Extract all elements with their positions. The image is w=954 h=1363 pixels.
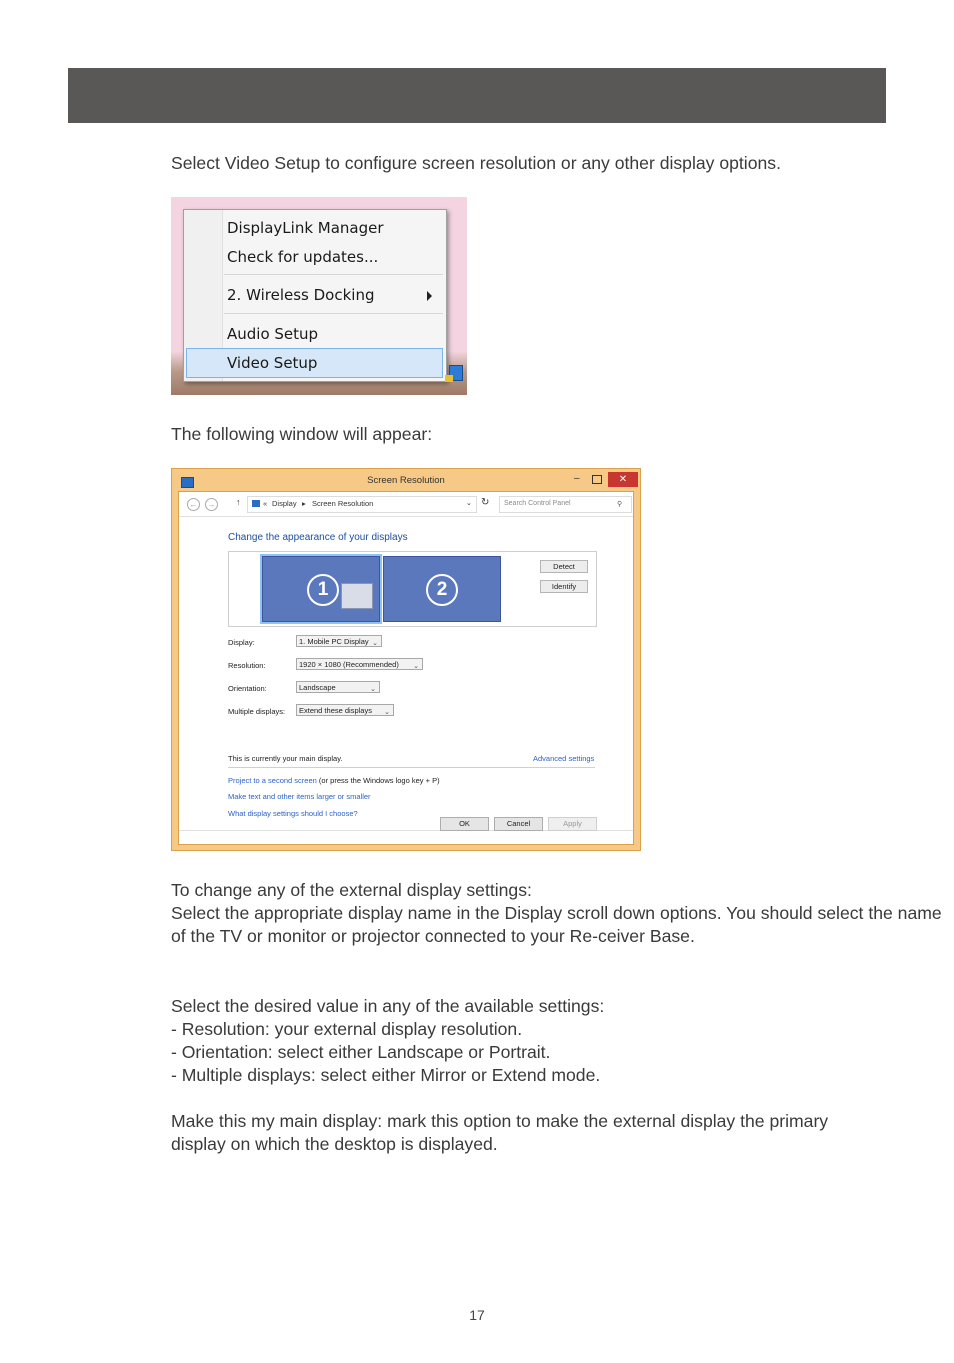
orientation-select[interactable] [296, 681, 380, 693]
breadcrumb-screen-resolution[interactable]: Screen Resolution [312, 499, 374, 508]
resolution-select[interactable] [296, 658, 423, 670]
page-heading: Change the appearance of your displays [228, 532, 408, 543]
close-button[interactable]: ✕ [608, 472, 638, 487]
search-input[interactable] [499, 496, 632, 513]
monitor-arrangement-panel [228, 551, 597, 627]
minimize-button[interactable]: – [574, 473, 580, 484]
window-client [178, 491, 634, 845]
control-panel-small-icon [252, 500, 260, 507]
advanced-settings-link[interactable]: Advanced settings [533, 754, 595, 763]
multiple-displays-select-value: Extend these displays [299, 706, 372, 715]
header-bar [68, 68, 886, 123]
project-line [228, 776, 440, 785]
ok-button[interactable]: OK [440, 817, 489, 831]
menu-separator [224, 274, 443, 275]
tray-icon-badge [445, 375, 453, 382]
page-number: 17 [469, 1307, 485, 1323]
main-display-note: This is currently your main display. [228, 754, 343, 763]
settings-list: Select the desired value in any of the available settings: - Resolution: your external display resolution. - Orientation: select either Landscape or Portrait. - Multiple displays: select either Mirror or Extend mode. [171, 996, 605, 1085]
chevron-down-icon: ⌄ [413, 663, 419, 670]
back-arrow-icon[interactable]: ← [187, 498, 200, 511]
display-select-value: 1. Mobile PC Display [299, 637, 369, 646]
menu-item-displaylink-manager[interactable]: DisplayLink Manager [227, 219, 384, 237]
breadcrumb-separator-icon: ▸ [302, 499, 306, 508]
apply-button[interactable]: Apply [548, 817, 597, 831]
orientation-label: Orientation: [228, 684, 267, 693]
cancel-button[interactable]: Cancel [494, 817, 543, 831]
intro-text: Select Video Setup to configure screen resolution or any other display options. [171, 153, 781, 173]
settings-instructions: To change any of the external display settings: Select the appropriate display name in the Display scroll down options. You should select the name of the TV or monitor or projector connected to your Re-ceiver Base. [171, 880, 942, 946]
breadcrumb-overflow: « [263, 499, 268, 508]
chevron-down-icon: ⌄ [370, 686, 376, 693]
multiple-displays-label: Multiple displays: [228, 707, 286, 716]
monitor-2-number: 2 [426, 574, 458, 606]
chevron-down-icon: ⌄ [384, 709, 390, 716]
resolution-select-value: 1920 × 1080 (Recommended) [299, 660, 399, 669]
following-text: The following window will appear: [171, 424, 433, 444]
text-size-link[interactable]: Make text and other items larger or smaller [228, 792, 371, 801]
detect-button[interactable]: Detect [540, 560, 588, 573]
project-shortcut-hint: (or press the Windows logo key + P) [318, 776, 440, 785]
address-bar[interactable] [247, 496, 477, 513]
display-help-link[interactable]: What display settings should I choose? [228, 809, 358, 818]
chevron-down-icon: ⌄ [372, 640, 378, 647]
identify-button[interactable]: Identify [540, 580, 588, 593]
context-menu [183, 209, 447, 382]
menu-item-video-setup[interactable]: Video Setup [227, 354, 318, 372]
search-icon: ⚲ [617, 501, 623, 508]
menu-item-wireless-docking[interactable]: 2. Wireless Docking [227, 286, 375, 304]
up-arrow-icon[interactable]: ↑ [236, 497, 241, 507]
monitor-1-number: 1 [307, 574, 339, 606]
maximize-button[interactable] [592, 475, 602, 484]
address-dropdown-icon[interactable]: ⌄ [466, 500, 472, 507]
project-second-screen-link[interactable]: Project to a second screen [228, 776, 317, 785]
orientation-select-value: Landscape [299, 683, 336, 692]
multiple-displays-select[interactable] [296, 704, 394, 716]
search-placeholder: Search Control Panel [504, 500, 571, 507]
breadcrumb-display[interactable]: Display [272, 499, 297, 508]
submenu-arrow-icon [427, 291, 432, 301]
menu-item-audio-setup[interactable]: Audio Setup [227, 325, 319, 343]
divider [228, 767, 595, 768]
navigation-bar [179, 492, 633, 517]
menu-separator [224, 313, 443, 314]
display-select[interactable] [296, 635, 382, 647]
menu-item-check-updates[interactable]: Check for updates... [227, 248, 379, 266]
display-label: Display: [228, 638, 255, 647]
resolution-label: Resolution: [228, 661, 266, 670]
monitor-2[interactable] [383, 556, 501, 622]
monitor-1-tile-icon [341, 583, 373, 609]
context-menu-screenshot [171, 197, 467, 395]
monitor-1[interactable] [262, 556, 380, 622]
forward-arrow-icon[interactable]: → [205, 498, 218, 511]
window-title: Screen Resolution [367, 475, 445, 486]
main-display-instructions: Make this my main display: mark this option to make the external display the primary display on which the desktop is displayed. [171, 1111, 829, 1154]
screen-resolution-window [171, 468, 641, 851]
refresh-icon[interactable]: ↻ [481, 497, 490, 508]
